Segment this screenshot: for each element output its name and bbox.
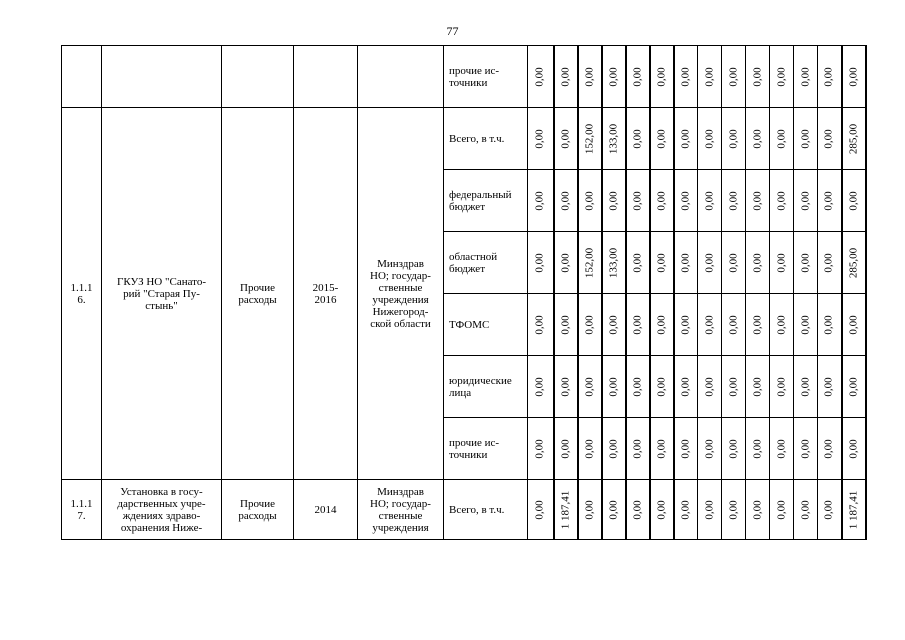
value-text: 0,00 [679, 128, 692, 149]
table-row [62, 46, 866, 108]
value-cell [746, 46, 770, 108]
value-text: 0,00 [655, 314, 667, 335]
value-text: 0,00 [822, 438, 835, 459]
value-cell [626, 232, 650, 294]
value-text: 0,00 [655, 376, 667, 397]
value-text: 0,00 [655, 438, 667, 459]
value-cell [578, 108, 602, 170]
value-cell [746, 232, 770, 294]
value-cell [722, 232, 746, 294]
value-text: 0,00 [703, 190, 715, 211]
value-text: 0,00 [775, 66, 787, 87]
value-cell [842, 108, 866, 170]
value-text: 0,00 [655, 252, 667, 273]
value-cell [528, 46, 554, 108]
value-text: 0,00 [751, 376, 763, 397]
value-text: 0,00 [533, 438, 546, 459]
value-cell [794, 418, 818, 480]
value-cell [602, 294, 626, 356]
value-cell [650, 418, 674, 480]
table-row [62, 480, 866, 540]
value-text: 0,00 [727, 499, 739, 520]
value-cell [650, 294, 674, 356]
value-text: 0,00 [847, 314, 859, 335]
value-text: 0,00 [775, 314, 787, 335]
value-text: 0,00 [533, 499, 546, 520]
value-cell [626, 356, 650, 418]
value-cell [794, 480, 818, 540]
value-cell [602, 232, 626, 294]
value-cell [528, 108, 554, 170]
value-text: 0,00 [799, 190, 811, 211]
value-cell [602, 356, 626, 418]
value-cell [746, 418, 770, 480]
value-cell [818, 294, 842, 356]
value-cell [722, 294, 746, 356]
value-text: 0,00 [703, 314, 715, 335]
value-text: 0,00 [607, 376, 619, 397]
value-text: 0,00 [751, 66, 763, 87]
value-text: 1 187,41 [559, 490, 571, 529]
value-cell [794, 46, 818, 108]
value-cell [626, 170, 650, 232]
value-text: 0,00 [847, 190, 859, 211]
value-cell [698, 418, 722, 480]
value-text: 0,00 [559, 314, 571, 335]
value-cell [674, 294, 698, 356]
value-text: 0,00 [799, 376, 811, 397]
value-text: 0,00 [775, 438, 787, 459]
value-cell [794, 232, 818, 294]
value-text: 0,00 [533, 128, 546, 149]
value-text: 0,00 [607, 438, 619, 459]
value-text: 0,00 [631, 376, 643, 397]
value-cell [674, 46, 698, 108]
page-number: 77 [446, 24, 459, 38]
value-text: 0,00 [655, 128, 667, 149]
value-cell [554, 480, 578, 540]
value-text: 0,00 [727, 190, 739, 211]
value-text: 0,00 [751, 252, 763, 273]
value-text: 0,00 [799, 252, 811, 273]
empty-cell [102, 46, 222, 108]
value-cell [602, 480, 626, 540]
value-cell [698, 480, 722, 540]
value-cell [650, 480, 674, 540]
value-cell [722, 356, 746, 418]
value-text: 152,00 [583, 123, 595, 154]
value-cell [794, 170, 818, 232]
value-text: 0,00 [703, 438, 715, 459]
value-text: 0,00 [679, 438, 692, 459]
value-text: 0,00 [703, 66, 715, 87]
value-cell [842, 356, 866, 418]
value-text: 0,00 [533, 190, 546, 211]
value-cell [674, 232, 698, 294]
value-cell [578, 480, 602, 540]
value-text: 0,00 [822, 252, 835, 273]
value-text: 0,00 [775, 376, 787, 397]
value-cell [650, 356, 674, 418]
value-text: 0,00 [583, 499, 595, 520]
value-cell [528, 418, 554, 480]
value-cell [578, 356, 602, 418]
value-cell [578, 170, 602, 232]
value-cell [698, 108, 722, 170]
value-text: 0,00 [631, 314, 643, 335]
value-cell [818, 232, 842, 294]
value-cell [554, 46, 578, 108]
value-text: 0,00 [583, 314, 595, 335]
item-number: 1.1.1 6. [62, 108, 102, 480]
value-cell [578, 294, 602, 356]
value-text: 0,00 [533, 314, 546, 335]
value-text: 0,00 [822, 376, 835, 397]
value-cell [528, 480, 554, 540]
value-cell [554, 294, 578, 356]
value-cell [746, 108, 770, 170]
value-text: 0,00 [727, 376, 739, 397]
value-cell [554, 170, 578, 232]
value-cell [578, 46, 602, 108]
value-text: 0,00 [751, 438, 763, 459]
value-cell [794, 294, 818, 356]
value-text: 0,00 [679, 314, 692, 335]
empty-cell [294, 46, 358, 108]
value-text: 0,00 [679, 499, 692, 520]
value-text: 0,00 [703, 499, 715, 520]
item-number: 1.1.1 7. [62, 480, 102, 540]
value-text: 0,00 [751, 128, 763, 149]
value-text: 0,00 [775, 499, 787, 520]
value-cell [602, 418, 626, 480]
funding-source: Всего, в т.ч. [444, 480, 528, 540]
value-text: 0,00 [655, 66, 667, 87]
value-text: 0,00 [847, 438, 859, 459]
value-cell [602, 170, 626, 232]
value-cell [578, 232, 602, 294]
value-text: 133,00 [607, 123, 619, 154]
item-years: 2015- 2016 [294, 108, 358, 480]
value-text: 0,00 [607, 499, 619, 520]
value-text: 285,00 [847, 247, 859, 278]
value-text: 0,00 [559, 252, 571, 273]
value-text: 0,00 [631, 499, 643, 520]
budget-table [61, 45, 867, 540]
value-cell [626, 108, 650, 170]
value-cell [602, 46, 626, 108]
value-text: 0,00 [751, 314, 763, 335]
value-text: 0,00 [607, 66, 619, 87]
value-text: 0,00 [775, 190, 787, 211]
value-cell [602, 108, 626, 170]
expense-type: Прочие расходы [222, 480, 294, 540]
value-text: 0,00 [775, 252, 787, 273]
value-text: 0,00 [607, 314, 619, 335]
table-row [62, 108, 866, 170]
value-text: 0,00 [679, 66, 692, 87]
funding-source: федеральный бюджет [444, 170, 528, 232]
value-cell [626, 480, 650, 540]
value-text: 0,00 [727, 438, 739, 459]
value-text: 0,00 [607, 190, 619, 211]
value-text: 0,00 [703, 252, 715, 273]
value-cell [626, 46, 650, 108]
value-cell [578, 418, 602, 480]
value-cell [842, 480, 866, 540]
value-cell [818, 356, 842, 418]
value-cell [674, 480, 698, 540]
value-text: 0,00 [727, 66, 739, 87]
value-cell [722, 170, 746, 232]
value-text: 0,00 [631, 66, 643, 87]
value-cell [770, 356, 794, 418]
value-cell [842, 170, 866, 232]
item-name: Установка в госу- дарственных учре- ждениях здраво- охранения Ниже- [102, 480, 222, 540]
value-text: 0,00 [799, 314, 811, 335]
value-cell [794, 108, 818, 170]
value-text: 0,00 [751, 190, 763, 211]
executor: Минздрав НО; государ- ственные учреждения Нижегород- ской области [358, 108, 444, 480]
value-text: 0,00 [727, 314, 739, 335]
value-cell [818, 108, 842, 170]
funding-source: Всего, в т.ч. [444, 108, 528, 170]
value-text: 0,00 [799, 128, 811, 149]
funding-source: ТФОМС [444, 294, 528, 356]
value-text: 0,00 [822, 314, 835, 335]
value-text: 0,00 [631, 128, 643, 149]
value-text: 0,00 [799, 438, 811, 459]
value-text: 0,00 [655, 190, 667, 211]
value-text: 0,00 [559, 190, 571, 211]
value-text: 0,00 [822, 128, 835, 149]
funding-source: прочие ис- точники [444, 418, 528, 480]
value-cell [626, 418, 650, 480]
value-text: 1 187,41 [847, 490, 859, 529]
executor: Минздрав НО; государ- ственные учреждения [358, 480, 444, 540]
empty-cell [222, 46, 294, 108]
value-cell [528, 294, 554, 356]
value-text: 0,00 [655, 499, 667, 520]
expense-type: Прочие расходы [222, 108, 294, 480]
value-text: 0,00 [533, 66, 546, 87]
value-cell [842, 294, 866, 356]
value-cell [650, 232, 674, 294]
value-cell [746, 480, 770, 540]
empty-cell [358, 46, 444, 108]
value-text: 0,00 [799, 499, 811, 520]
value-cell [770, 46, 794, 108]
item-name: ГКУЗ НО "Санато- рий "Старая Пу- стынь" [102, 108, 222, 480]
value-cell [698, 232, 722, 294]
value-text: 0,00 [533, 376, 546, 397]
funding-source: юридические лица [444, 356, 528, 418]
value-cell [554, 418, 578, 480]
value-text: 0,00 [631, 190, 643, 211]
value-cell [818, 170, 842, 232]
value-text: 152,00 [583, 247, 595, 278]
value-text: 0,00 [559, 376, 571, 397]
value-text: 0,00 [583, 190, 595, 211]
value-text: 0,00 [703, 128, 715, 149]
value-text: 0,00 [847, 376, 859, 397]
value-cell [842, 232, 866, 294]
value-cell [770, 418, 794, 480]
value-cell [842, 46, 866, 108]
value-text: 0,00 [751, 499, 763, 520]
value-cell [698, 46, 722, 108]
value-cell [818, 418, 842, 480]
value-cell [770, 232, 794, 294]
value-cell [698, 170, 722, 232]
value-cell [770, 108, 794, 170]
value-cell [650, 108, 674, 170]
value-cell [770, 170, 794, 232]
value-cell [554, 232, 578, 294]
value-cell [554, 108, 578, 170]
value-cell [626, 294, 650, 356]
value-text: 0,00 [847, 66, 859, 87]
value-cell [746, 170, 770, 232]
value-cell [650, 46, 674, 108]
funding-source: прочие ис- точники [444, 46, 528, 108]
value-text: 0,00 [727, 128, 739, 149]
value-text: 0,00 [703, 376, 715, 397]
value-cell [554, 356, 578, 418]
value-text: 0,00 [583, 438, 595, 459]
value-text: 0,00 [679, 376, 692, 397]
value-text: 0,00 [559, 128, 571, 149]
value-cell [674, 418, 698, 480]
empty-cell [62, 46, 102, 108]
value-cell [698, 294, 722, 356]
value-cell [674, 108, 698, 170]
value-text: 0,00 [631, 252, 643, 273]
value-text: 0,00 [799, 66, 811, 87]
value-text: 0,00 [559, 66, 571, 87]
item-years: 2014 [294, 480, 358, 540]
value-cell [722, 418, 746, 480]
value-text: 0,00 [631, 438, 643, 459]
value-text: 0,00 [583, 66, 595, 87]
value-cell [746, 356, 770, 418]
value-text: 285,00 [847, 123, 859, 154]
value-cell [818, 46, 842, 108]
value-text: 0,00 [679, 190, 692, 211]
value-cell [674, 356, 698, 418]
value-text: 0,00 [822, 66, 835, 87]
value-cell [770, 480, 794, 540]
value-cell [722, 480, 746, 540]
value-cell [842, 418, 866, 480]
value-cell [698, 356, 722, 418]
funding-source: областной бюджет [444, 232, 528, 294]
value-text: 0,00 [533, 252, 546, 273]
value-cell [770, 294, 794, 356]
value-cell [674, 170, 698, 232]
value-cell [528, 232, 554, 294]
value-text: 0,00 [822, 499, 835, 520]
value-cell [818, 480, 842, 540]
value-text: 0,00 [583, 376, 595, 397]
value-cell [722, 108, 746, 170]
value-text: 0,00 [727, 252, 739, 273]
value-cell [528, 356, 554, 418]
value-text: 0,00 [775, 128, 787, 149]
value-text: 0,00 [679, 252, 692, 273]
value-cell [722, 46, 746, 108]
value-text: 0,00 [559, 438, 571, 459]
value-cell [746, 294, 770, 356]
value-cell [794, 356, 818, 418]
value-cell [650, 170, 674, 232]
value-text: 133,00 [607, 247, 619, 278]
value-cell [528, 170, 554, 232]
value-text: 0,00 [822, 190, 835, 211]
